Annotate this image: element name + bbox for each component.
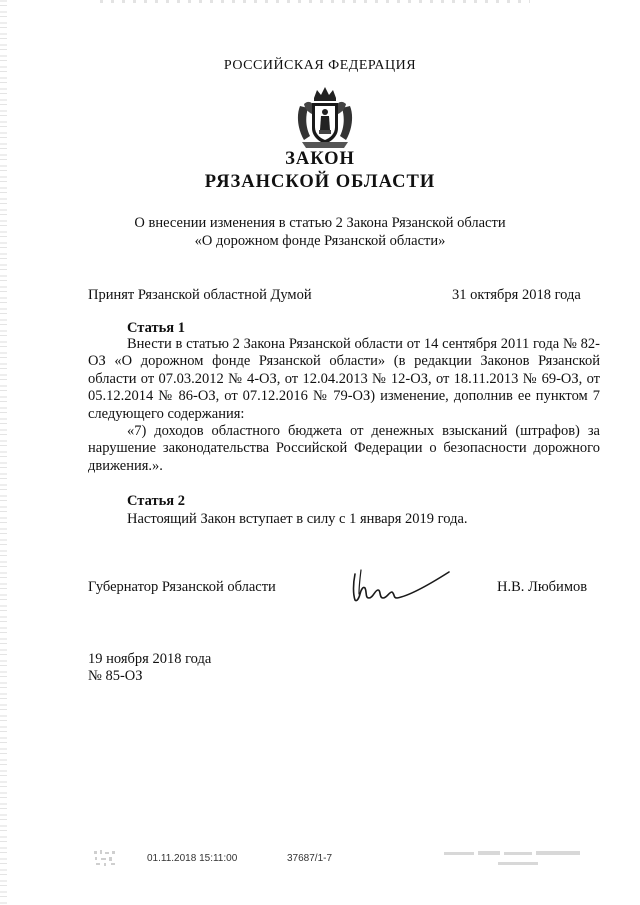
law-word: ЗАКОН [285, 149, 355, 169]
adopted-by: Принят Рязанской областной Думой [88, 287, 312, 303]
subtitle-line-2: «О дорожном фонде Рязанской области» [194, 233, 446, 249]
subtitle-line-1: О внесении изменения в статью 2 Закона Рязанской области [134, 215, 506, 231]
adopted-date: 31 октября 2018 года [452, 287, 581, 303]
law-title [0, 148, 640, 194]
footer-timestamp: 01.11.2018 15:11:00 [147, 853, 238, 864]
faint-stamp-icon [440, 846, 590, 874]
barcode-mark-icon [92, 848, 118, 868]
footer-doc-number: 37687/1-7 [287, 853, 333, 864]
coat-of-arms-icon [292, 84, 358, 152]
article-1-text [88, 336, 600, 475]
signing-date: 19 ноября 2018 года [88, 651, 212, 667]
article-2-text [88, 511, 600, 528]
governor-name: Н.В. Любимов [497, 579, 588, 595]
article-1-paragraph-1: Внести в статью 2 Закона Рязанской области от 14 сентября 2011 года № 82-ОЗ «О дорожном фонде Рязанской области» (в редакции Законов Рязанской области от 07.03.2012 № 4-ОЗ, от 12.04.2013 № 12-ОЗ, от 18.11.2013 № 69-ОЗ, от 05.12.2014 № 86-ОЗ, от 07.12.2016 № 79-ОЗ) изменение, дополнив ее пунктом 7 следующего содержания: [88, 336, 600, 422]
signing-block [88, 651, 211, 685]
article-1-heading: Статья 1 [127, 320, 185, 336]
article-2-paragraph-1: Настоящий Закон вступает в силу с 1 января 2019 года. [127, 511, 468, 527]
article-1-paragraph-2: «7) доходов областного бюджета от денежных взысканий (штрафов) за нарушение законодательства Российской Федерации о безопасности дорожного движения.». [88, 423, 600, 474]
scan-edge-noise [0, 0, 7, 905]
article-2-heading: Статья 2 [127, 493, 185, 509]
governor-signature [347, 564, 455, 608]
country-heading: РОССИЙСКАЯ ФЕДЕРАЦИЯ [223, 58, 417, 73]
law-subtitle [0, 214, 640, 250]
law-number: № 85-ОЗ [88, 668, 143, 684]
governor-title: Губернатор Рязанской области [88, 579, 276, 595]
scan-top-noise [100, 0, 530, 3]
region-name: РЯЗАНСКОЙ ОБЛАСТИ [204, 172, 436, 192]
